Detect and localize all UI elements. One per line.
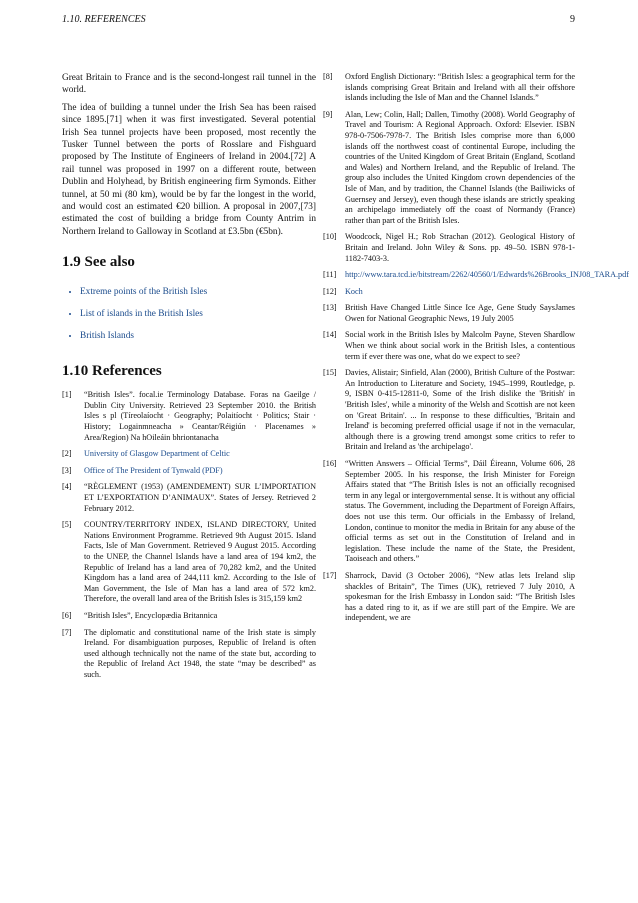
paragraph-1: Great Britain to France and is the second-longest rail tunnel in the world. — [62, 73, 316, 96]
section-heading: 1.10. REFERENCES — [62, 14, 146, 25]
reference-13: [13] British Have Changed Little Since Ice Age, Gene Study SaysJames Owen for National Geographic News, 19 July 2005 — [323, 303, 575, 323]
reference-10: [10] Woodcock, Nigel H.; Rob Strachan (2012). Geological History of Britain and Ireland. John Wiley & Sons. pp. 49–50. ISBN 978-1-1182-7403-3. — [323, 232, 575, 263]
page-number: 9 — [570, 14, 575, 25]
see-also-list — [62, 281, 316, 347]
see-also-heading: 1.9 See also — [62, 254, 135, 271]
reference-6: [6] “British Isles”, Encyclopædia Britannica — [62, 610, 218, 620]
running-header — [62, 14, 575, 25]
reference-5: [5] COUNTRY/TERRITORY INDEX, ISLAND DIRECTORY, United Nations Environment Programme. Retrieved 9th August 2015. Island Facts, Isle of Man Government. Retrieved 9 August 2015. According to the UNEP, the Channel Islands have a land area of 194 km2, the Republic of Ireland has a land area of 70,282 km2, and the United Kingdom has a land area of 244,111 km2. According to the Isle of Man Government, the Isle of Man has a land area of 572 km2. Therefore, the overall land area of the British Isles is 315,159 km2 — [62, 520, 316, 604]
reference-17: [17] Sharrock, David (3 October 2006), “New atlas lets Ireland slip shackles of Britain”, The Times (UK), retrieved 7 July 2010, A spokesman for the Irish Embassy in London said: “The British Isles has a dated ring to it, as if we are still part of the Empire. We are independent, we are — [323, 570, 575, 623]
reference-2[interactable]: [2] University of Glasgow Department of Celtic — [62, 449, 230, 459]
reference-1: [1] “British Isles”. focal.ie Terminology Database. Foras na Gaeilge / Dublin City University. Retrieved 23 September 2010. the British Isles s pl (Tíreolaíocht · Geography; Polaitíocht · Politics; Stair · History; Logainmneacha » Ceantar/Réigiún · Placenames » Area/Region) Na hOileáin bhriontanacha — [62, 390, 316, 442]
reference-16: [16] “Written Answers – Official Terms”, Dáil Éireann, Volume 606, 28 September 2005. In his response, the Irish Minister for Foreign Affairs stated that “The British Isles is not an officially recognised term in any legal or intergovernmental sense. It is without any official status. The Government, including the Department of Foreign Affairs, does not use this term. Our officials in the Embassy of Ireland, London, continue to monitor the media in Britain for any abuse of the official terms as set out in the Constitution of Ireland and in legislation. These include the name of the State, the President, Taoiseach and others.” — [323, 459, 575, 564]
reference-list-left — [62, 390, 316, 680]
reference-3[interactable]: [3] Office of The President of Tynwald (PDF) — [62, 465, 223, 475]
left-column — [62, 72, 316, 687]
reference-4: [4] “RÈGLEMENT (1953) (AMENDEMENT) SUR L’IMPORTATION ET L’EXPORTATION D’ANIMAUX”. States of Jersey. Retrieved 2 February 2012. — [62, 482, 316, 513]
references-heading: 1.10 References — [62, 363, 162, 380]
reference-8: [8] Oxford English Dictionary: “British Isles: a geographical term for the islands comprising Great Britain and Ireland with all their offshore islands including the Isle of Man and the Channel Islands.” — [323, 72, 575, 103]
reference-12[interactable]: [12] Koch — [323, 286, 363, 296]
reference-7: [7] The diplomatic and constitutional name of the Irish state is simply Ireland. For disambiguation purposes, Republic of Ireland is often used although technically not the name of the state but, according to the Republic of Ireland Act 1948, the state “may be described” as such. — [62, 627, 316, 679]
reference-11[interactable]: [11] http://www.tara.tcd.ie/bitstream/2262/40560/1/Edwards%26Brooks_INJ08_TARA.pdf — [323, 270, 629, 280]
reference-9: [9] Alan, Lew; Colin, Hall; Dallen, Timothy (2008). World Geography of Travel and Tourism: A Regional Approach. Oxford: Elsevier. ISBN 978-0-7506-7978-7. The British Isles comprise more than 6,000 islands off the northwest coast of continental Europe, including the countries of the United Kingdom of Great Britain (England, Scotland and Wales) and Northern Ireland, and the Republic of Ireland. The group also includes the United Kingdom crown dependencies of the Isle of Man, and by tradition, the Channel Islands (the Bailiwicks of Guernsey and Jersey), even though these islands are strictly speaking an archipelago immediately off the coast of Normandy (France) rather than part of the British Isles. — [323, 109, 575, 225]
paragraph-2: The idea of building a tunnel under the Irish Sea has been raised since 1895.[71] when it was first investigated. Several potential Irish Sea tunnel projects have been proposed, most recently the Tusker Tunnel between the ports of Rosslare and Fishguard proposed by The Institute of Engineers of Ireland in 2004.[72] A rail tunnel was proposed in 1997 on a different route, between Dublin and Holyhead, by British engineering firm Symonds. Either tunnel, at 50 mi (80 km), would be by far the longest in the world, and would cost an estimated €20 billion. A proposal in 2007,[73] estimated the cost of building a bridge from County Antrim in Northern Ireland to Galloway in Scotland at £3.5bn (€5bn). — [62, 102, 316, 237]
reference-15: [15] Davies, Alistair; Sinfield, Alan (2000), British Culture of the Postwar: An Introduction to Literature and Society, 1945–1999, Routledge, p. 9, ISBN 0-415-12811-0, Some of the Irish dislike the 'British' in 'British Isles', while a minority of the Welsh and Scottish are not keen on 'Great Britain'. ... In response to these difficulties, 'Britain and Ireland' is becoming preferred official usage if not in the vernacular, although there is a growing trend amongst some critics to refer to Britain and Ireland as 'the archipelago'. — [323, 368, 575, 452]
reference-14: [14] Social work in the British Isles by Malcolm Payne, Steven Shardlow When we think about social work in the British Isles, a contentious term if ever there was one, what do we expect to see? — [323, 330, 575, 361]
see-also-link-3[interactable]: • British Islands — [80, 325, 316, 347]
see-also-link-1[interactable]: • Extreme points of the British Isles — [80, 281, 316, 303]
see-also-link-2[interactable]: • List of islands in the British Isles — [80, 303, 316, 325]
right-column — [323, 72, 629, 630]
